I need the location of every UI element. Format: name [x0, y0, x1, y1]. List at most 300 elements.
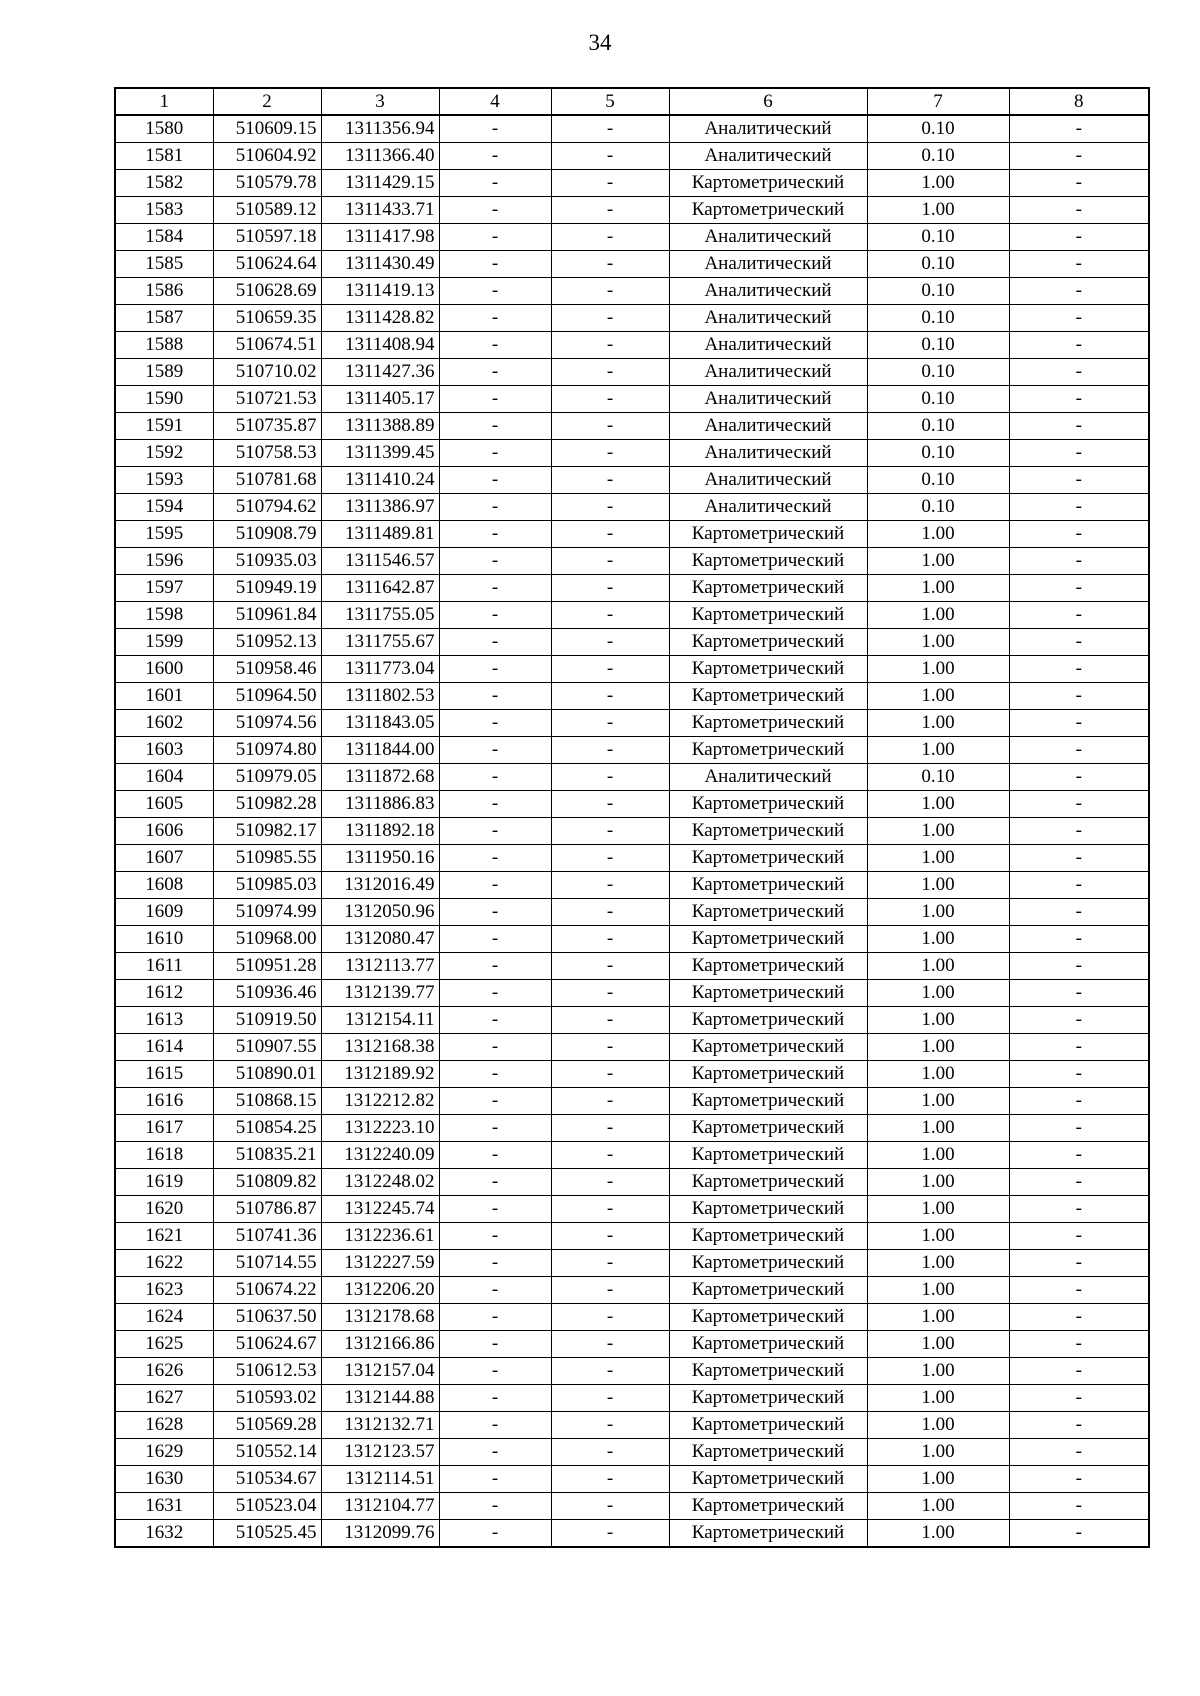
table-cell-col-3: 1312236.61 [321, 1223, 439, 1250]
table-cell-col-5: - [551, 224, 669, 251]
column-header-6: 6 [669, 88, 867, 115]
table-cell-col-7: 1.00 [867, 1466, 1009, 1493]
table-cell-col-6: Картометрический [669, 1115, 867, 1142]
table-cell-col-6: Картометрический [669, 710, 867, 737]
table-cell-col-2: 510985.55 [213, 845, 321, 872]
table-cell-col-2: 510569.28 [213, 1412, 321, 1439]
table-cell-col-7: 1.00 [867, 1331, 1009, 1358]
table-cell-col-7: 1.00 [867, 548, 1009, 575]
table-cell-col-2: 510979.05 [213, 764, 321, 791]
table-cell-col-2: 510907.55 [213, 1034, 321, 1061]
table-cell-col-7: 1.00 [867, 170, 1009, 197]
table-cell-col-7: 1.00 [867, 1250, 1009, 1277]
table-cell-col-7: 1.00 [867, 656, 1009, 683]
table-cell-col-6: Картометрический [669, 548, 867, 575]
table-row [115, 899, 1149, 926]
table-cell-col-5: - [551, 1385, 669, 1412]
table-row [115, 1007, 1149, 1034]
table-cell-col-5: - [551, 629, 669, 656]
column-header-5: 5 [551, 88, 669, 115]
table-cell-col-7: 1.00 [867, 1304, 1009, 1331]
table-cell-col-1: 1606 [115, 818, 213, 845]
table-cell-col-3: 1311546.57 [321, 548, 439, 575]
table-cell-col-6: Картометрический [669, 656, 867, 683]
table-cell-col-2: 510593.02 [213, 1385, 321, 1412]
table-cell-col-1: 1609 [115, 899, 213, 926]
table-cell-col-2: 510868.15 [213, 1088, 321, 1115]
table-cell-col-6: Картометрический [669, 521, 867, 548]
table-cell-col-5: - [551, 737, 669, 764]
table-cell-col-3: 1311428.82 [321, 305, 439, 332]
table-cell-col-5: - [551, 1493, 669, 1520]
table-cell-col-7: 1.00 [867, 926, 1009, 953]
table-cell-col-8: - [1009, 1223, 1149, 1250]
table-cell-col-6: Картометрический [669, 872, 867, 899]
table-cell-col-3: 1312104.77 [321, 1493, 439, 1520]
table-cell-col-3: 1312144.88 [321, 1385, 439, 1412]
table-cell-col-7: 0.10 [867, 224, 1009, 251]
table-cell-col-2: 510710.02 [213, 359, 321, 386]
table-cell-col-1: 1593 [115, 467, 213, 494]
table-cell-col-5: - [551, 548, 669, 575]
table-cell-col-8: - [1009, 521, 1149, 548]
table-row [115, 115, 1149, 143]
table-cell-col-4: - [439, 1007, 551, 1034]
table-cell-col-7: 0.10 [867, 143, 1009, 170]
table-cell-col-5: - [551, 872, 669, 899]
table-cell-col-3: 1311802.53 [321, 683, 439, 710]
table-cell-col-7: 0.10 [867, 305, 1009, 332]
table-cell-col-8: - [1009, 1493, 1149, 1520]
table-cell-col-7: 1.00 [867, 1007, 1009, 1034]
table-cell-col-4: - [439, 1223, 551, 1250]
table-cell-col-5: - [551, 359, 669, 386]
table-row [115, 1250, 1149, 1277]
table-cell-col-6: Картометрический [669, 980, 867, 1007]
table-cell-col-2: 510525.45 [213, 1520, 321, 1548]
table-cell-col-5: - [551, 1304, 669, 1331]
table-cell-col-2: 510628.69 [213, 278, 321, 305]
table-cell-col-4: - [439, 359, 551, 386]
table-row [115, 1034, 1149, 1061]
table-row [115, 737, 1149, 764]
table-row [115, 494, 1149, 521]
table-cell-col-5: - [551, 575, 669, 602]
table-cell-col-1: 1620 [115, 1196, 213, 1223]
table-cell-col-2: 510624.67 [213, 1331, 321, 1358]
table-cell-col-2: 510908.79 [213, 521, 321, 548]
table-cell-col-3: 1311386.97 [321, 494, 439, 521]
table-cell-col-1: 1592 [115, 440, 213, 467]
table-cell-col-7: 0.10 [867, 764, 1009, 791]
coordinates-table [114, 87, 1150, 1548]
table-cell-col-5: - [551, 197, 669, 224]
table-cell-col-3: 1311427.36 [321, 359, 439, 386]
table-cell-col-4: - [439, 521, 551, 548]
table-cell-col-8: - [1009, 1385, 1149, 1412]
table-cell-col-1: 1585 [115, 251, 213, 278]
table-cell-col-7: 1.00 [867, 1061, 1009, 1088]
table-cell-col-2: 510659.35 [213, 305, 321, 332]
table-cell-col-5: - [551, 818, 669, 845]
table-cell-col-5: - [551, 332, 669, 359]
table-cell-col-4: - [439, 1061, 551, 1088]
table-cell-col-8: - [1009, 305, 1149, 332]
table-cell-col-6: Аналитический [669, 332, 867, 359]
table-cell-col-7: 1.00 [867, 1115, 1009, 1142]
table-cell-col-3: 1312206.20 [321, 1277, 439, 1304]
table-cell-col-4: - [439, 953, 551, 980]
table-cell-col-4: - [439, 467, 551, 494]
table-cell-col-5: - [551, 1223, 669, 1250]
table-cell-col-3: 1312154.11 [321, 1007, 439, 1034]
table-row [115, 980, 1149, 1007]
table-cell-col-6: Картометрический [669, 1142, 867, 1169]
table-cell-col-5: - [551, 1520, 669, 1548]
table-cell-col-1: 1608 [115, 872, 213, 899]
table-cell-col-5: - [551, 845, 669, 872]
table-cell-col-4: - [439, 1358, 551, 1385]
table-cell-col-5: - [551, 1412, 669, 1439]
table-row [115, 278, 1149, 305]
column-header-3: 3 [321, 88, 439, 115]
table-cell-col-8: - [1009, 170, 1149, 197]
table-cell-col-2: 510637.50 [213, 1304, 321, 1331]
table-cell-col-6: Картометрический [669, 1088, 867, 1115]
table-cell-col-8: - [1009, 899, 1149, 926]
table-cell-col-1: 1583 [115, 197, 213, 224]
table-cell-col-7: 0.10 [867, 467, 1009, 494]
table-cell-col-3: 1312212.82 [321, 1088, 439, 1115]
table-cell-col-2: 510982.17 [213, 818, 321, 845]
table-cell-col-6: Аналитический [669, 440, 867, 467]
table-cell-col-1: 1622 [115, 1250, 213, 1277]
table-cell-col-8: - [1009, 845, 1149, 872]
table-row [115, 1439, 1149, 1466]
table-row [115, 710, 1149, 737]
table-cell-col-6: Картометрический [669, 1520, 867, 1548]
table-cell-col-7: 1.00 [867, 1358, 1009, 1385]
table-cell-col-8: - [1009, 1169, 1149, 1196]
column-header-4: 4 [439, 88, 551, 115]
table-cell-col-8: - [1009, 278, 1149, 305]
table-cell-col-7: 1.00 [867, 953, 1009, 980]
table-row [115, 224, 1149, 251]
table-cell-col-2: 510835.21 [213, 1142, 321, 1169]
table-row [115, 1277, 1149, 1304]
table-cell-col-5: - [551, 1088, 669, 1115]
table-cell-col-8: - [1009, 386, 1149, 413]
table-cell-col-5: - [551, 1034, 669, 1061]
table-cell-col-4: - [439, 305, 551, 332]
table-cell-col-5: - [551, 1142, 669, 1169]
table-cell-col-7: 1.00 [867, 845, 1009, 872]
table-cell-col-5: - [551, 1331, 669, 1358]
table-cell-col-1: 1589 [115, 359, 213, 386]
table-cell-col-1: 1630 [115, 1466, 213, 1493]
table-cell-col-3: 1312189.92 [321, 1061, 439, 1088]
table-cell-col-4: - [439, 440, 551, 467]
table-row [115, 1223, 1149, 1250]
table-cell-col-5: - [551, 980, 669, 1007]
table-cell-col-4: - [439, 1304, 551, 1331]
table-cell-col-4: - [439, 683, 551, 710]
table-cell-col-5: - [551, 656, 669, 683]
table-cell-col-6: Картометрический [669, 1493, 867, 1520]
table-cell-col-1: 1619 [115, 1169, 213, 1196]
table-cell-col-2: 510890.01 [213, 1061, 321, 1088]
table-cell-col-8: - [1009, 1304, 1149, 1331]
table-cell-col-7: 1.00 [867, 872, 1009, 899]
table-cell-col-3: 1312240.09 [321, 1142, 439, 1169]
table-cell-col-2: 510854.25 [213, 1115, 321, 1142]
table-cell-col-7: 1.00 [867, 818, 1009, 845]
table-cell-col-5: - [551, 1196, 669, 1223]
table-cell-col-2: 510974.99 [213, 899, 321, 926]
table-cell-col-3: 1311356.94 [321, 115, 439, 143]
table-cell-col-2: 510964.50 [213, 683, 321, 710]
table-row [115, 413, 1149, 440]
table-cell-col-1: 1611 [115, 953, 213, 980]
table-cell-col-8: - [1009, 1439, 1149, 1466]
table-cell-col-2: 510552.14 [213, 1439, 321, 1466]
table-cell-col-3: 1311642.87 [321, 575, 439, 602]
table-row [115, 953, 1149, 980]
table-cell-col-8: - [1009, 251, 1149, 278]
table-row [115, 845, 1149, 872]
table-cell-col-6: Аналитический [669, 764, 867, 791]
table-cell-col-7: 1.00 [867, 1493, 1009, 1520]
table-cell-col-3: 1311399.45 [321, 440, 439, 467]
table-cell-col-8: - [1009, 872, 1149, 899]
table-cell-col-4: - [439, 737, 551, 764]
table-row [115, 467, 1149, 494]
table-cell-col-2: 510974.80 [213, 737, 321, 764]
table-cell-col-4: - [439, 980, 551, 1007]
table-cell-col-5: - [551, 899, 669, 926]
table-cell-col-2: 510952.13 [213, 629, 321, 656]
table-cell-col-8: - [1009, 143, 1149, 170]
table-row [115, 251, 1149, 278]
table-cell-col-2: 510624.64 [213, 251, 321, 278]
table-cell-col-2: 510949.19 [213, 575, 321, 602]
table-cell-col-8: - [1009, 413, 1149, 440]
table-cell-col-6: Картометрический [669, 1439, 867, 1466]
table-cell-col-5: - [551, 764, 669, 791]
table-cell-col-1: 1624 [115, 1304, 213, 1331]
table-cell-col-3: 1312113.77 [321, 953, 439, 980]
table-cell-col-1: 1598 [115, 602, 213, 629]
column-header-8: 8 [1009, 88, 1149, 115]
table-cell-col-3: 1311366.40 [321, 143, 439, 170]
table-cell-col-5: - [551, 386, 669, 413]
table-cell-col-4: - [439, 115, 551, 143]
table-cell-col-4: - [439, 926, 551, 953]
table-cell-col-7: 1.00 [867, 1196, 1009, 1223]
table-row [115, 359, 1149, 386]
table-cell-col-5: - [551, 926, 669, 953]
table-cell-col-3: 1311419.13 [321, 278, 439, 305]
table-row [115, 1412, 1149, 1439]
table-cell-col-8: - [1009, 440, 1149, 467]
table-cell-col-1: 1607 [115, 845, 213, 872]
table-cell-col-1: 1623 [115, 1277, 213, 1304]
table-cell-col-7: 0.10 [867, 251, 1009, 278]
table-cell-col-4: - [439, 386, 551, 413]
table-cell-col-7: 1.00 [867, 1034, 1009, 1061]
table-row [115, 143, 1149, 170]
table-cell-col-8: - [1009, 332, 1149, 359]
table-cell-col-7: 1.00 [867, 1385, 1009, 1412]
table-row [115, 1520, 1149, 1548]
table-cell-col-1: 1586 [115, 278, 213, 305]
table-cell-col-2: 510674.22 [213, 1277, 321, 1304]
table-cell-col-1: 1631 [115, 1493, 213, 1520]
table-row [115, 1466, 1149, 1493]
table-row [115, 1169, 1149, 1196]
table-cell-col-3: 1311433.71 [321, 197, 439, 224]
table-cell-col-8: - [1009, 115, 1149, 143]
table-cell-col-2: 510786.87 [213, 1196, 321, 1223]
table-cell-col-3: 1311405.17 [321, 386, 439, 413]
table-cell-col-4: - [439, 818, 551, 845]
table-cell-col-2: 510936.46 [213, 980, 321, 1007]
table-cell-col-3: 1311843.05 [321, 710, 439, 737]
table-row [115, 1088, 1149, 1115]
table-cell-col-8: - [1009, 1520, 1149, 1548]
table-cell-col-4: - [439, 143, 551, 170]
table-cell-col-7: 1.00 [867, 1088, 1009, 1115]
table-cell-col-1: 1627 [115, 1385, 213, 1412]
table-cell-col-6: Аналитический [669, 359, 867, 386]
table-cell-col-5: - [551, 683, 669, 710]
table-cell-col-1: 1613 [115, 1007, 213, 1034]
table-cell-col-2: 510589.12 [213, 197, 321, 224]
table-cell-col-1: 1591 [115, 413, 213, 440]
table-cell-col-6: Аналитический [669, 467, 867, 494]
table-cell-col-6: Картометрический [669, 1034, 867, 1061]
table-cell-col-5: - [551, 1250, 669, 1277]
table-cell-col-4: - [439, 251, 551, 278]
table-cell-col-2: 510735.87 [213, 413, 321, 440]
table-cell-col-2: 510714.55 [213, 1250, 321, 1277]
table-row [115, 602, 1149, 629]
table-cell-col-7: 1.00 [867, 710, 1009, 737]
table-cell-col-8: - [1009, 764, 1149, 791]
table-cell-col-5: - [551, 115, 669, 143]
table-cell-col-1: 1600 [115, 656, 213, 683]
table-cell-col-5: - [551, 1439, 669, 1466]
table-cell-col-5: - [551, 1169, 669, 1196]
table-row [115, 305, 1149, 332]
table-cell-col-3: 1312016.49 [321, 872, 439, 899]
table-cell-col-3: 1312080.47 [321, 926, 439, 953]
table-cell-col-7: 1.00 [867, 1223, 1009, 1250]
table-cell-col-1: 1617 [115, 1115, 213, 1142]
table-cell-col-4: - [439, 629, 551, 656]
table-row [115, 521, 1149, 548]
table-cell-col-6: Картометрический [669, 845, 867, 872]
table-cell-col-7: 0.10 [867, 494, 1009, 521]
table-cell-col-4: - [439, 1196, 551, 1223]
table-cell-col-8: - [1009, 467, 1149, 494]
table-row [115, 872, 1149, 899]
table-row [115, 575, 1149, 602]
table-cell-col-1: 1629 [115, 1439, 213, 1466]
table-cell-col-8: - [1009, 1358, 1149, 1385]
table-cell-col-1: 1632 [115, 1520, 213, 1548]
table-cell-col-7: 1.00 [867, 980, 1009, 1007]
table-cell-col-2: 510523.04 [213, 1493, 321, 1520]
table-row [115, 656, 1149, 683]
table-cell-col-8: - [1009, 1034, 1149, 1061]
table-cell-col-4: - [439, 710, 551, 737]
table-cell-col-3: 1312245.74 [321, 1196, 439, 1223]
table-cell-col-6: Картометрический [669, 1358, 867, 1385]
table-cell-col-7: 0.10 [867, 440, 1009, 467]
table-cell-col-1: 1601 [115, 683, 213, 710]
table-cell-col-7: 1.00 [867, 197, 1009, 224]
table-cell-col-1: 1614 [115, 1034, 213, 1061]
table-cell-col-2: 510794.62 [213, 494, 321, 521]
table-cell-col-6: Аналитический [669, 115, 867, 143]
table-cell-col-2: 510919.50 [213, 1007, 321, 1034]
table-cell-col-7: 1.00 [867, 575, 1009, 602]
table-cell-col-3: 1311430.49 [321, 251, 439, 278]
table-cell-col-1: 1628 [115, 1412, 213, 1439]
table-cell-col-1: 1584 [115, 224, 213, 251]
table-cell-col-5: - [551, 953, 669, 980]
table-cell-col-8: - [1009, 1007, 1149, 1034]
table-cell-col-7: 1.00 [867, 1520, 1009, 1548]
table-cell-col-3: 1311872.68 [321, 764, 439, 791]
table-cell-col-4: - [439, 1493, 551, 1520]
table-cell-col-8: - [1009, 1412, 1149, 1439]
table-cell-col-1: 1599 [115, 629, 213, 656]
table-cell-col-4: - [439, 548, 551, 575]
table-cell-col-8: - [1009, 818, 1149, 845]
table-cell-col-8: - [1009, 1115, 1149, 1142]
table-cell-col-3: 1312123.57 [321, 1439, 439, 1466]
table-cell-col-4: - [439, 1277, 551, 1304]
table-cell-col-1: 1580 [115, 115, 213, 143]
table-cell-col-3: 1311410.24 [321, 467, 439, 494]
table-cell-col-7: 1.00 [867, 521, 1009, 548]
table-cell-col-8: - [1009, 1277, 1149, 1304]
table-cell-col-8: - [1009, 737, 1149, 764]
table-cell-col-1: 1587 [115, 305, 213, 332]
table-cell-col-8: - [1009, 791, 1149, 818]
table-cell-col-7: 0.10 [867, 413, 1009, 440]
table-cell-col-2: 510958.46 [213, 656, 321, 683]
table-cell-col-1: 1626 [115, 1358, 213, 1385]
table-cell-col-8: - [1009, 1061, 1149, 1088]
table-cell-col-1: 1612 [115, 980, 213, 1007]
table-row [115, 1142, 1149, 1169]
table-cell-col-3: 1311950.16 [321, 845, 439, 872]
table-cell-col-7: 1.00 [867, 1169, 1009, 1196]
table-cell-col-6: Картометрический [669, 629, 867, 656]
table-cell-col-4: - [439, 332, 551, 359]
table-cell-col-6: Картометрический [669, 1169, 867, 1196]
table-cell-col-4: - [439, 602, 551, 629]
table-cell-col-7: 1.00 [867, 1412, 1009, 1439]
table-row [115, 791, 1149, 818]
table-cell-col-5: - [551, 1061, 669, 1088]
table-cell-col-5: - [551, 1115, 669, 1142]
table-row [115, 386, 1149, 413]
table-cell-col-6: Аналитический [669, 305, 867, 332]
